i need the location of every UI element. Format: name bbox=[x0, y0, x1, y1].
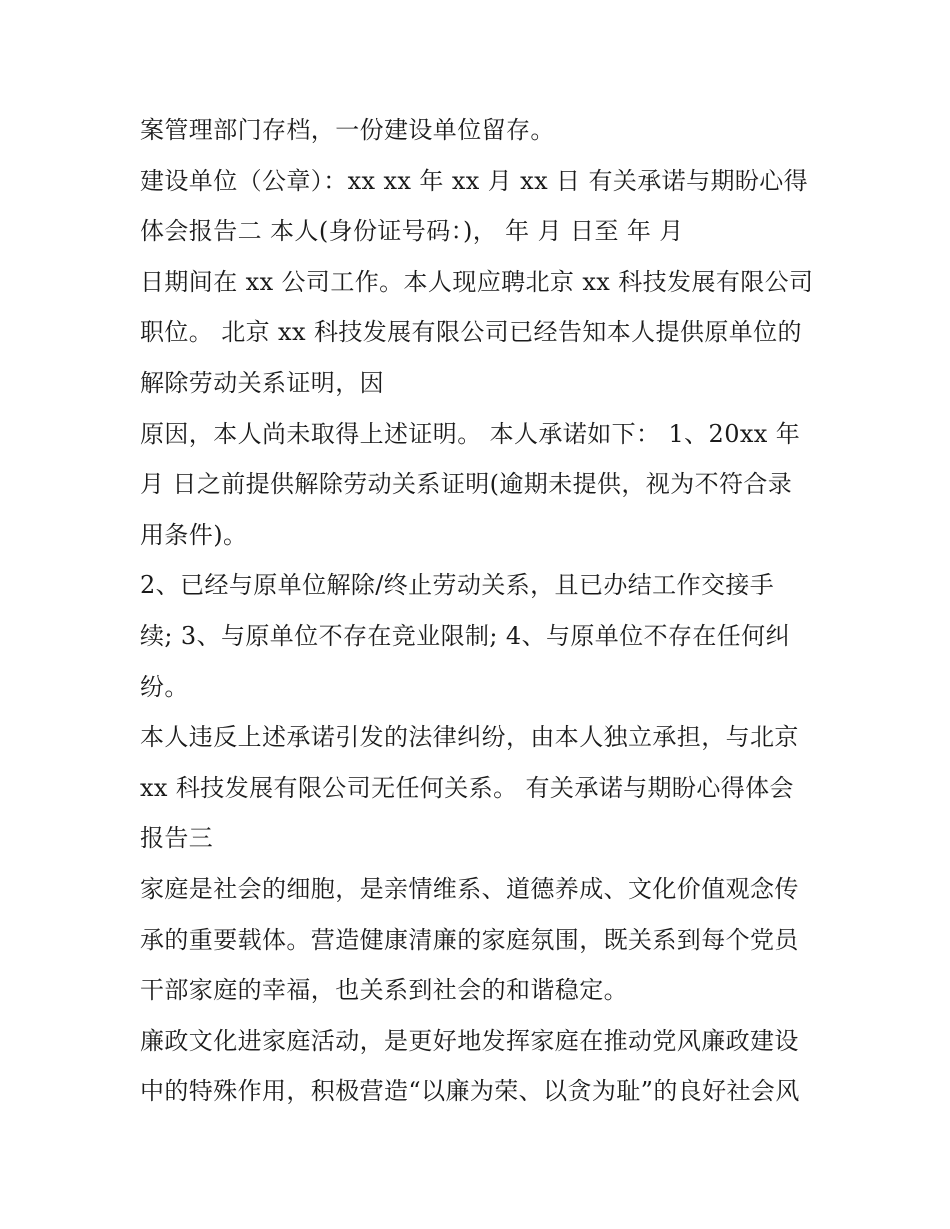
text-line-20: 中的特殊作用，积极营造“以廉为荣、以贪为耻”的良好社会风 bbox=[140, 1077, 800, 1105]
text-line-18: 干部家庭的幸福，也关系到社会的和谐稳定。 bbox=[140, 976, 628, 1004]
text-line-6: 解除劳动关系证明，因 bbox=[140, 369, 384, 397]
text-line-8: 月 日之前提供解除劳动关系证明(逾期未提供，视为不符合录 bbox=[140, 470, 793, 498]
text-line-12: 纷。 bbox=[140, 673, 189, 701]
text-line-17: 承的重要载体。营造健康清廉的家庭氛围，既关系到每个党员 bbox=[140, 926, 799, 954]
text-line-13: 本人违反上述承诺引发的法律纠纷，由本人独立承担，与北京 bbox=[140, 723, 799, 751]
text-line-2: 建设单位（公章）：xx xx 年 xx 月 xx 日 有关承诺与期盼心得 bbox=[140, 167, 809, 195]
text-line-16: 家庭是社会的细胞，是亲情维系、道德养成、文化价值观念传 bbox=[140, 875, 799, 903]
text-line-3: 体会报告二 本人(身份证号码：)， 年 月 日至 年 月 bbox=[140, 217, 684, 245]
text-line-15: 报告三 bbox=[140, 824, 214, 852]
text-line-10: 2、已经与原单位解除/终止劳动关系，且已办结工作交接手 bbox=[140, 571, 775, 599]
text-line-5: 职位。 北京 xx 科技发展有限公司已经告知本人提供原单位的 bbox=[140, 318, 802, 346]
text-line-4: 日期间在 xx 公司工作。本人现应聘北京 xx 科技发展有限公司 bbox=[140, 268, 814, 296]
text-line-7: 原因，本人尚未取得上述证明。 本人承诺如下： 1、20xx 年 bbox=[140, 420, 801, 448]
text-line-1: 案管理部门存档，一份建设单位留存。 bbox=[140, 116, 555, 144]
text-line-9: 用条件)。 bbox=[140, 521, 248, 549]
text-line-19: 廉政文化进家庭活动，是更好地发挥家庭在推动党风廉政建设 bbox=[140, 1027, 799, 1055]
text-line-14: xx 科技发展有限公司无任何关系。 有关承诺与期盼心得体会 bbox=[140, 774, 794, 802]
text-line-11: 续; 3、与原单位不存在竞业限制; 4、与原单位不存在任何纠 bbox=[140, 622, 790, 650]
